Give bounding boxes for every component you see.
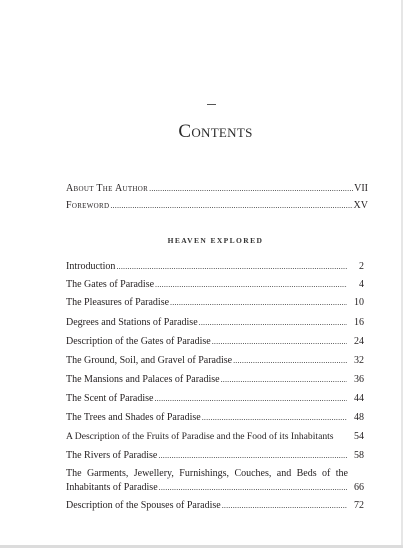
toc-entry[interactable] <box>66 261 364 273</box>
dot-leader <box>116 261 347 273</box>
toc-page-number: 66 <box>354 482 364 493</box>
dot-leader <box>158 450 347 462</box>
toc-label: The Rivers of Paradise <box>66 450 158 461</box>
toc-label: Description of the Gates of Paradise <box>66 336 211 347</box>
toc-label: The Pleasures of Paradise <box>66 297 170 308</box>
toc-page-number: 54 <box>354 431 364 442</box>
toc-label: The Scent of Paradise <box>66 393 154 404</box>
toc-label: The Mansions and Palaces of Paradise <box>66 374 220 385</box>
toc-page-number: 24 <box>354 336 364 347</box>
dot-leader <box>202 412 347 424</box>
toc-page-number: 4 <box>359 279 364 290</box>
dot-leader <box>110 200 352 212</box>
dot-leader <box>233 355 347 367</box>
toc-label: About The Author <box>66 183 149 194</box>
toc-entry[interactable] <box>66 450 364 462</box>
dot-leader <box>222 500 347 512</box>
toc-label: Introduction <box>66 261 116 272</box>
toc-entry[interactable] <box>66 336 364 348</box>
toc-label: A Description of the Fruits of Paradise and the Food of its Inhabitants <box>66 431 334 442</box>
toc-page-number: VII <box>354 183 368 194</box>
toc-label-line2: Inhabitants of Paradise <box>66 482 158 493</box>
toc-page-number: 44 <box>354 393 364 404</box>
toc-entry[interactable] <box>66 317 364 329</box>
page-title: Contents <box>178 121 253 142</box>
dot-leader <box>149 183 353 195</box>
toc-label: The Gates of Paradise <box>66 279 155 290</box>
toc-entry[interactable] <box>66 500 364 512</box>
toc-page-number: XV <box>353 200 368 211</box>
toc-entry[interactable] <box>66 355 364 367</box>
toc-label: Degrees and Stations of Paradise <box>66 317 198 328</box>
dot-leader <box>154 393 347 405</box>
dot-leader <box>155 279 347 291</box>
dot-leader <box>159 482 347 494</box>
toc-front-matter-about[interactable] <box>66 183 368 195</box>
toc-label: The Trees and Shades of Paradise <box>66 412 201 423</box>
toc-label: Description of the Spouses of Paradise <box>66 500 221 511</box>
toc-page-number: 32 <box>354 355 364 366</box>
dot-leader <box>221 374 347 386</box>
toc-label-line1: The Garments, Jewellery, Furnishings, Couches, and Beds of the <box>66 468 348 479</box>
toc-page-number: 10 <box>354 297 364 308</box>
toc-front-matter-foreword[interactable] <box>66 200 368 212</box>
toc-page-number: 48 <box>354 412 364 423</box>
ornament-dash <box>207 104 216 105</box>
toc-entry[interactable] <box>66 297 364 309</box>
toc-page-number: 16 <box>354 317 364 328</box>
toc-page-number: 36 <box>354 374 364 385</box>
toc-entry[interactable] <box>66 279 364 291</box>
toc-label: Foreword <box>66 200 110 211</box>
toc-label: The Ground, Soil, and Gravel of Paradise <box>66 355 233 366</box>
toc-page-number: 2 <box>359 261 364 272</box>
toc-entry[interactable] <box>66 468 364 494</box>
section-title: HEAVEN EXPLORED <box>167 236 264 245</box>
dot-leader <box>170 297 347 309</box>
dot-leader <box>199 317 347 329</box>
toc-entry[interactable] <box>66 412 364 424</box>
toc-entry[interactable] <box>66 374 364 386</box>
toc-entry[interactable] <box>66 431 364 443</box>
dot-leader <box>212 336 347 348</box>
toc-page-number: 72 <box>354 500 364 511</box>
toc-page-number: 58 <box>354 450 364 461</box>
toc-entry[interactable] <box>66 393 364 405</box>
